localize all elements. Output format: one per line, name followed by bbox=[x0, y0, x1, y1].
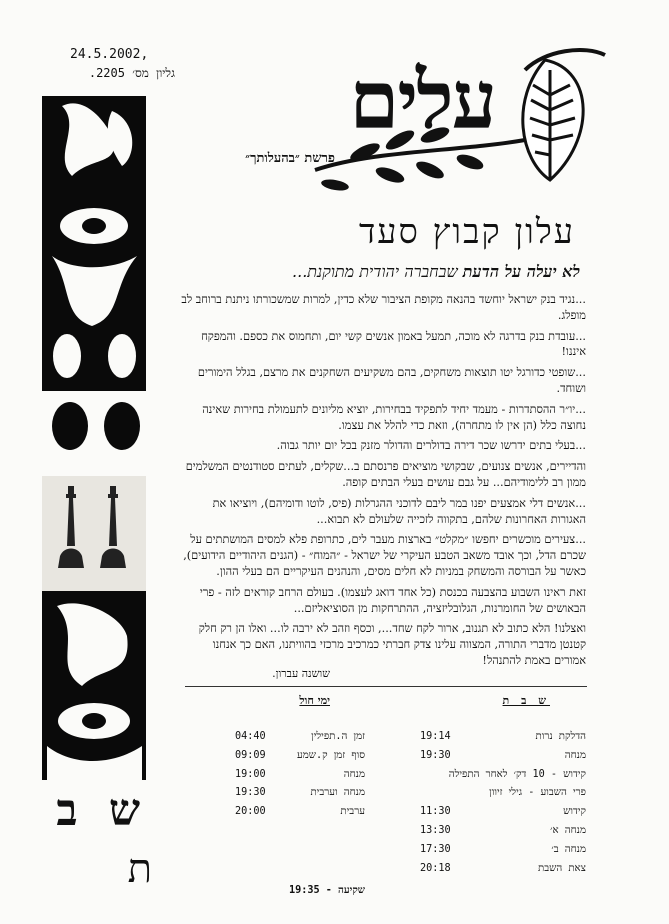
shabbat-schedule bbox=[420, 728, 586, 878]
schedule-row bbox=[420, 766, 586, 785]
schedule-label: מנחה bbox=[343, 768, 365, 780]
section-divider bbox=[185, 686, 587, 687]
article-paragraph: ...צעירים מוכשרים יחפשו ״מקלט״ בארצות מעבר לים, כתרופת פלא למסים המושתתים על שכרם הדל, וכך אובד משאב הטבע העיקרי של ישראל - ״המוח״ - (הגנים היהודיים הידועים), כאשר על הבורסה והמשחק במניות לא חלים מסים, והנהנים העיקריים הם בעלי ההון. bbox=[183, 533, 586, 578]
schedule-row bbox=[235, 803, 365, 822]
schedule-row bbox=[420, 784, 586, 803]
article-paragraph: ...יו״ר ההסתדרות - מעמד יחיד לתפקיד בבחירות, יוציא מליונים לתעמולת בחירות שאינה נחוצה כלל (הן אין לו מתחרה), וזאת כדי להלל את עצמו. bbox=[202, 402, 586, 432]
article-paragraph: ...אנשים דלי אמצעים יפנו במר ליבם לדוכני ההגרלות (פיס, לוטו ודומיהם), ויוציאו את האגורות האחרונות שלהם, בתקווה לזכייה שלעולם לא תבוא... bbox=[212, 496, 586, 526]
schedule-label: מנחה ב׳ bbox=[551, 843, 586, 855]
parasha-title: פרשת ״בהעלותך״ bbox=[245, 151, 335, 166]
schedule-label: פרי השבוע - גילי זיוון bbox=[489, 787, 586, 799]
schedule-label: זמן ה.תפילין bbox=[311, 731, 365, 742]
article-body bbox=[180, 292, 586, 674]
article-paragraph: ואצלנו! הלא כתוב לא תגנוב, ארור לקח שחד..., וכסף וזהב לא ירבה לו... ואלו הן רק חלק קטנטן מדברי התורה, המצווה עלינו צדק חברתי כמרכיב מרכזי בהוויתנו, האם כך אנחנו אמורים באמת להתנהל! bbox=[198, 622, 586, 667]
schedule-time: 17:30 bbox=[420, 843, 451, 855]
schedule-time: 11:30 bbox=[420, 806, 451, 818]
schedule-row bbox=[235, 728, 365, 747]
article-paragraph: ...עובדת בנק בדרגה לא מוכה, תמעל באמון אנשים קשי יום, ותחמוס את כספם. והמפקח איננו! bbox=[201, 329, 586, 359]
weekday-heading: ימי חול bbox=[299, 694, 330, 707]
schedule-row bbox=[420, 841, 586, 860]
tagline-main: לא יעלה על הדעת bbox=[462, 262, 580, 281]
schedule-label: מנחה bbox=[564, 749, 586, 761]
article-paragraph: ...שופטי כדורגל יטו תוצאות משחקים, בהם משקיעים השחקנים את מרצם, בגלל הימורים ושוחד. bbox=[197, 366, 586, 395]
masthead-title: עלים bbox=[349, 53, 495, 147]
schedule-time: 13:30 bbox=[420, 824, 451, 836]
schedule-row bbox=[235, 747, 365, 766]
schedule-label: ערבית bbox=[340, 806, 365, 818]
schedule-row bbox=[235, 766, 365, 785]
article-paragraph: ...בעלי בתים ידרשו שכר דירה בדולרים והדולר מזנק בכל יום יותר גבוה. bbox=[276, 439, 586, 453]
schedule-row bbox=[420, 822, 586, 841]
schedule-time: 19:30 bbox=[420, 749, 451, 761]
issue-date: 24.5.2002, bbox=[70, 47, 149, 62]
decorative-border bbox=[42, 96, 146, 780]
shabbat-letters-bottom: ת bbox=[127, 846, 152, 892]
schedule-label: צאת השבת bbox=[538, 862, 586, 874]
weekday-schedule bbox=[235, 728, 365, 822]
schedule-time: 04:40 bbox=[235, 731, 266, 742]
schedule-row bbox=[420, 860, 586, 879]
sunset-time bbox=[245, 882, 365, 901]
schedule-label: הדלקת נרות bbox=[535, 731, 586, 742]
schedule-time: 19:30 bbox=[235, 787, 266, 799]
schedule-label: מנחה וערבית bbox=[310, 787, 365, 799]
schedule-row bbox=[420, 803, 586, 822]
article-paragraph: זאת ראינו השבוע בהצבעה בכנסת (כל אחד דואג לעצמו). בעולם הרחב קוראים לזה - פרי הבאושים של החומרנות, הגלובליזציה, ההתרחקות מן הסוציאליזם... bbox=[199, 585, 586, 615]
sunset-label: שקיעה - bbox=[325, 885, 365, 896]
shabbat-letters: ש ב bbox=[56, 785, 148, 836]
schedule-label: מנחה א׳ bbox=[550, 824, 586, 836]
schedule-row bbox=[235, 784, 365, 803]
schedule-time: 20:18 bbox=[420, 862, 451, 874]
schedule-label: קידוש bbox=[563, 806, 586, 818]
schedule-time: 09:09 bbox=[235, 749, 266, 761]
schedule-time: 20:00 bbox=[235, 806, 266, 818]
candlesticks-icon bbox=[42, 476, 146, 591]
schedule-label: סוף זמן ק.שמע bbox=[296, 749, 365, 761]
shabbat-heading: ש ב ת bbox=[502, 694, 550, 707]
issue-number: גליון מס׳ 2205. bbox=[88, 66, 175, 80]
article-paragraph: ...נגיד בנק ישראל יוחשד בהנאה מקופת הציבור שלא כדין, למרות שמשכורתו ניתנת ברוחב לב מופלג. bbox=[181, 293, 586, 322]
sunset-value: 19:35 bbox=[288, 885, 320, 896]
floral-ornament-icon bbox=[42, 96, 146, 780]
schedule-label: קידוש - 10 דק׳ לאחר התפילה bbox=[448, 768, 586, 780]
schedule-time: 19:14 bbox=[420, 731, 451, 742]
article-paragraph: והדיירים, אנשים צנועים, שבקושי מוציאים פרנסתם ב...שקלים, לעתים סטודנטים המשלמים ממון רב ללימודיהם... על גבם עושים בעלי הבתים קופה. bbox=[185, 460, 586, 489]
author-signature: שושנה עברון. bbox=[272, 667, 330, 680]
schedule-time: 19:00 bbox=[235, 768, 266, 780]
tagline bbox=[200, 262, 580, 282]
tagline-rest: שבחברה יהודית מתוקנת... bbox=[292, 262, 458, 281]
schedule-row bbox=[420, 728, 586, 747]
schedule-row bbox=[420, 747, 586, 766]
newsletter-subtitle: עלון קבוץ סעד bbox=[358, 212, 575, 252]
